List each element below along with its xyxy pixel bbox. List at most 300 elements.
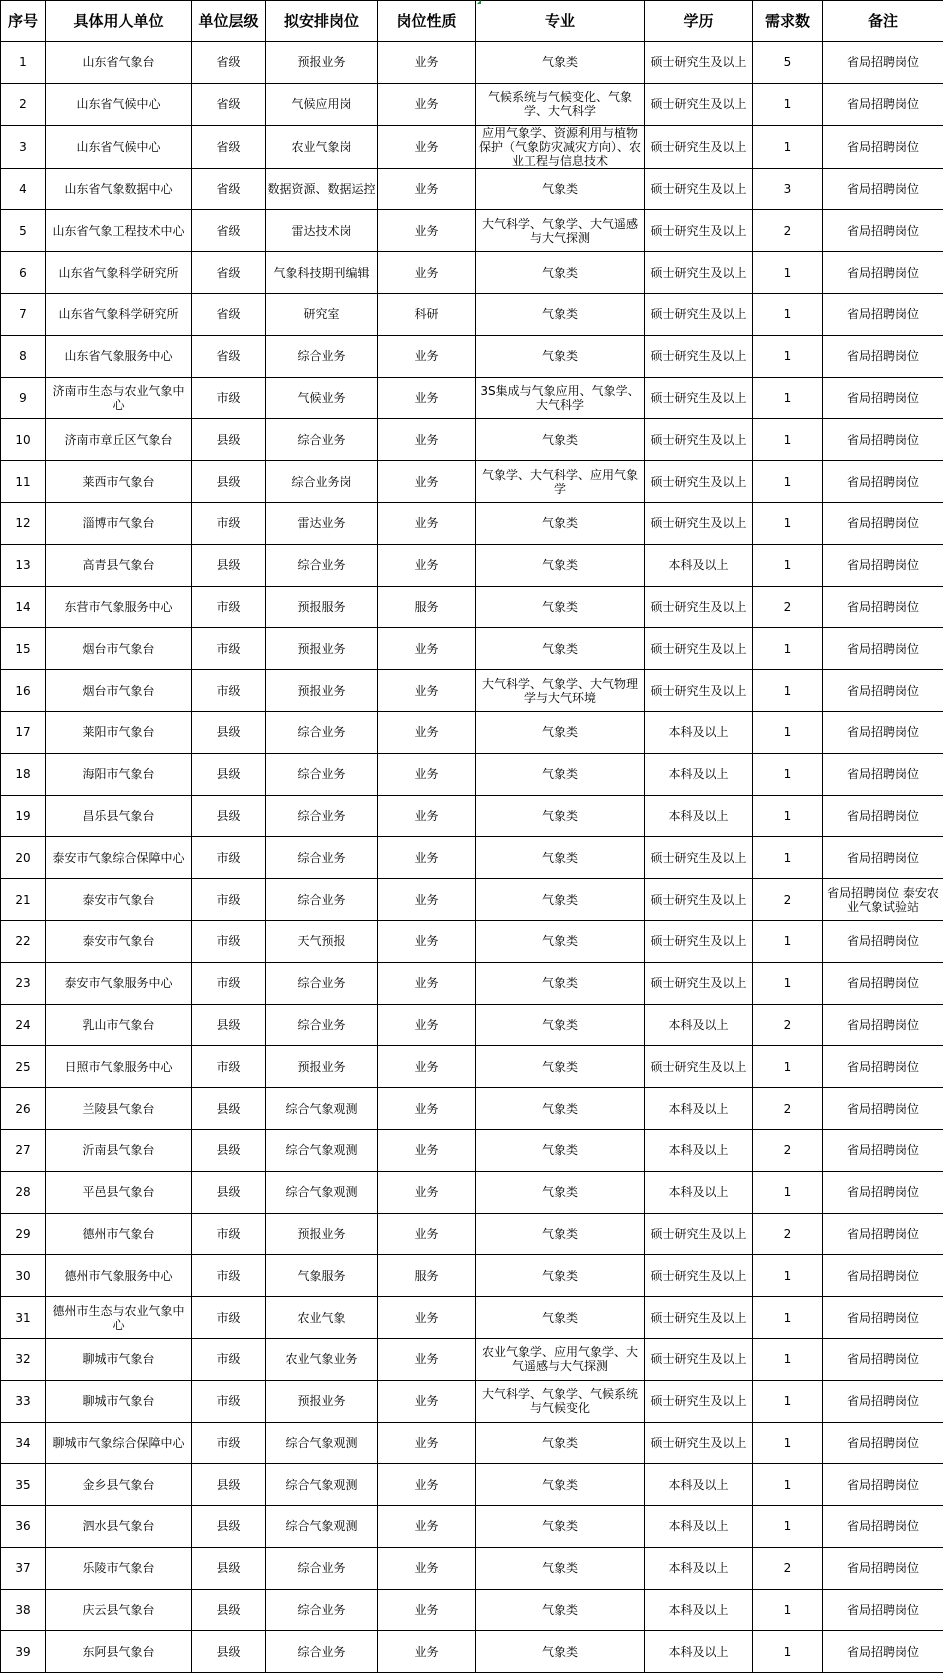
degree-cell bbox=[645, 293, 753, 335]
position-cell bbox=[266, 711, 378, 753]
count-text: 1 bbox=[783, 683, 792, 698]
level-text: 省级 bbox=[216, 97, 241, 112]
serial-cell bbox=[1, 1255, 46, 1297]
position-text: 综合业务岗 bbox=[291, 474, 352, 489]
serial-cell bbox=[1, 753, 46, 795]
major-text: 农业气象学、应用气象学、大气遥感与大气探测 bbox=[481, 1345, 638, 1374]
position-text: 综合气象观测 bbox=[285, 1185, 358, 1200]
unit-text: 昌乐县气象台 bbox=[82, 808, 155, 823]
level-cell bbox=[192, 419, 266, 461]
remark-text: 省局招聘岗位 bbox=[846, 516, 919, 531]
level-cell bbox=[192, 1129, 266, 1171]
serial-text: 30 bbox=[15, 1268, 31, 1283]
serial-cell bbox=[1, 1380, 46, 1422]
level-cell bbox=[192, 1004, 266, 1046]
serial-cell bbox=[1, 377, 46, 419]
level-cell bbox=[192, 1380, 266, 1422]
count-cell bbox=[753, 962, 823, 1004]
count-cell bbox=[753, 1004, 823, 1046]
remark-text: 省局招聘岗位 bbox=[846, 1477, 919, 1492]
serial-text: 15 bbox=[15, 641, 31, 656]
degree-cell bbox=[645, 1338, 753, 1380]
serial-cell bbox=[1, 711, 46, 753]
position-cell bbox=[266, 1171, 378, 1213]
major-cell bbox=[476, 42, 645, 84]
unit-text: 莱西市气象台 bbox=[82, 474, 155, 489]
major-cell bbox=[476, 125, 645, 168]
unit-text: 山东省气象工程技术中心 bbox=[52, 223, 185, 238]
serial-text: 19 bbox=[15, 808, 31, 823]
table-row bbox=[1, 586, 943, 628]
remark-text: 省局招聘岗位 bbox=[846, 1101, 919, 1116]
level-text: 县级 bbox=[216, 1603, 241, 1618]
serial-cell bbox=[1, 1631, 46, 1673]
level-cell bbox=[192, 1547, 266, 1589]
degree-text: 本科及以上 bbox=[668, 1519, 729, 1534]
unit-text: 山东省气象服务中心 bbox=[64, 349, 173, 364]
nature-cell bbox=[378, 461, 476, 503]
remark-text: 省局招聘岗位 bbox=[846, 55, 919, 70]
serial-text: 3 bbox=[19, 139, 27, 154]
unit-text: 山东省气象科学研究所 bbox=[58, 265, 179, 280]
serial-text: 29 bbox=[15, 1226, 31, 1241]
table-row bbox=[1, 1506, 943, 1548]
major-text: 气象学、大气科学、应用气象学 bbox=[481, 467, 638, 496]
level-cell bbox=[192, 628, 266, 670]
unit-text: 德州市生态与农业气象中心 bbox=[52, 1303, 185, 1332]
level-cell bbox=[192, 1255, 266, 1297]
remark-cell bbox=[823, 1171, 943, 1213]
count-text: 1 bbox=[783, 97, 792, 112]
nature-text: 业务 bbox=[414, 1226, 439, 1241]
level-text: 市级 bbox=[216, 641, 241, 656]
position-text: 预报业务 bbox=[297, 1226, 346, 1241]
nature-text: 业务 bbox=[414, 1017, 439, 1032]
level-text: 县级 bbox=[216, 1101, 241, 1116]
degree-cell bbox=[645, 377, 753, 419]
count-text: 1 bbox=[783, 808, 792, 823]
count-cell bbox=[753, 42, 823, 84]
major-text: 气象类 bbox=[541, 1143, 578, 1158]
count-cell bbox=[753, 83, 823, 125]
remark-cell bbox=[823, 1547, 943, 1589]
level-text: 省级 bbox=[216, 55, 241, 70]
serial-text: 18 bbox=[15, 767, 31, 782]
degree-cell bbox=[645, 586, 753, 628]
position-text: 农业气象 bbox=[297, 1310, 346, 1325]
count-text: 1 bbox=[783, 265, 792, 280]
nature-cell bbox=[378, 1129, 476, 1171]
position-cell bbox=[266, 1506, 378, 1548]
position-text: 综合业务 bbox=[297, 767, 346, 782]
unit-text: 山东省气候中心 bbox=[76, 139, 161, 154]
unit-cell bbox=[46, 1046, 192, 1088]
remark-cell bbox=[823, 168, 943, 210]
serial-cell bbox=[1, 879, 46, 921]
unit-text: 泰安市气象台 bbox=[82, 892, 155, 907]
count-text: 1 bbox=[783, 1435, 792, 1450]
level-text: 市级 bbox=[216, 390, 241, 405]
count-cell bbox=[753, 753, 823, 795]
remark-text: 省局招聘岗位 bbox=[846, 976, 919, 991]
header-cell: 岗位性质 bbox=[378, 1, 476, 42]
major-text: 气象类 bbox=[541, 725, 578, 740]
serial-text: 12 bbox=[15, 516, 31, 531]
unit-text: 泗水县气象台 bbox=[82, 1519, 155, 1534]
remark-text: 省局招聘岗位 bbox=[846, 599, 919, 614]
degree-text: 硕士研究生及以上 bbox=[650, 641, 747, 656]
major-cell bbox=[476, 1046, 645, 1088]
degree-text: 硕士研究生及以上 bbox=[650, 223, 747, 238]
count-text: 1 bbox=[783, 850, 792, 865]
level-text: 市级 bbox=[216, 1059, 241, 1074]
table-row bbox=[1, 628, 943, 670]
major-cell bbox=[476, 83, 645, 125]
unit-cell bbox=[46, 1088, 192, 1130]
table-row bbox=[1, 711, 943, 753]
table-row bbox=[1, 1297, 943, 1339]
position-cell bbox=[266, 168, 378, 210]
count-cell bbox=[753, 1046, 823, 1088]
serial-text: 23 bbox=[15, 976, 31, 991]
level-text: 县级 bbox=[216, 432, 241, 447]
major-cell bbox=[476, 1297, 645, 1339]
position-cell bbox=[266, 419, 378, 461]
major-text: 气象类 bbox=[541, 599, 578, 614]
table-row bbox=[1, 1255, 943, 1297]
serial-cell bbox=[1, 1547, 46, 1589]
remark-text: 省局招聘岗位 bbox=[846, 1352, 919, 1367]
major-text: 气象类 bbox=[541, 1603, 578, 1618]
count-text: 1 bbox=[783, 1603, 792, 1618]
level-text: 市级 bbox=[216, 1394, 241, 1409]
degree-text: 硕士研究生及以上 bbox=[650, 1435, 747, 1450]
table-row bbox=[1, 168, 943, 210]
serial-cell bbox=[1, 1129, 46, 1171]
major-text: 气象类 bbox=[541, 1185, 578, 1200]
serial-text: 4 bbox=[19, 181, 27, 196]
count-cell bbox=[753, 1464, 823, 1506]
nature-text: 业务 bbox=[414, 1143, 439, 1158]
position-text: 综合气象观测 bbox=[285, 1519, 358, 1534]
unit-cell bbox=[46, 210, 192, 252]
remark-text: 省局招聘岗位 bbox=[846, 181, 919, 196]
level-cell bbox=[192, 920, 266, 962]
major-cell bbox=[476, 1213, 645, 1255]
serial-text: 27 bbox=[15, 1143, 31, 1158]
count-cell bbox=[753, 461, 823, 503]
count-text: 2 bbox=[783, 1101, 792, 1116]
unit-cell bbox=[46, 1297, 192, 1339]
table-row bbox=[1, 502, 943, 544]
table-row bbox=[1, 1464, 943, 1506]
count-text: 1 bbox=[783, 349, 792, 364]
position-cell bbox=[266, 461, 378, 503]
nature-cell bbox=[378, 628, 476, 670]
serial-cell bbox=[1, 1422, 46, 1464]
position-text: 预报业务 bbox=[297, 1059, 346, 1074]
degree-cell bbox=[645, 168, 753, 210]
table-row bbox=[1, 1171, 943, 1213]
position-text: 综合业务 bbox=[297, 1644, 346, 1659]
table-row bbox=[1, 1422, 943, 1464]
remark-text: 省局招聘岗位 bbox=[846, 1059, 919, 1074]
unit-text: 山东省气象台 bbox=[82, 55, 155, 70]
degree-text: 硕士研究生及以上 bbox=[650, 683, 747, 698]
degree-cell bbox=[645, 335, 753, 377]
degree-text: 硕士研究生及以上 bbox=[650, 892, 747, 907]
nature-cell bbox=[378, 837, 476, 879]
major-cell bbox=[476, 1589, 645, 1631]
unit-text: 日照市气象服务中心 bbox=[64, 1059, 173, 1074]
level-text: 市级 bbox=[216, 516, 241, 531]
level-text: 县级 bbox=[216, 558, 241, 573]
level-text: 县级 bbox=[216, 1185, 241, 1200]
serial-text: 2 bbox=[19, 97, 27, 112]
major-cell bbox=[476, 502, 645, 544]
position-cell bbox=[266, 1046, 378, 1088]
table-row bbox=[1, 1380, 943, 1422]
position-text: 综合业务 bbox=[297, 1561, 346, 1576]
degree-cell bbox=[645, 962, 753, 1004]
major-text: 气象类 bbox=[541, 1017, 578, 1032]
nature-cell bbox=[378, 377, 476, 419]
table-row bbox=[1, 461, 943, 503]
degree-text: 本科及以上 bbox=[668, 1477, 729, 1492]
remark-cell bbox=[823, 419, 943, 461]
count-text: 2 bbox=[783, 1017, 792, 1032]
count-cell bbox=[753, 586, 823, 628]
nature-text: 业务 bbox=[414, 892, 439, 907]
position-cell bbox=[266, 125, 378, 168]
serial-text: 21 bbox=[15, 892, 31, 907]
count-text: 1 bbox=[783, 474, 792, 489]
level-cell bbox=[192, 753, 266, 795]
table-row bbox=[1, 1589, 943, 1631]
position-cell bbox=[266, 1380, 378, 1422]
major-cell bbox=[476, 670, 645, 712]
nature-cell bbox=[378, 125, 476, 168]
position-text: 预报业务 bbox=[297, 1394, 346, 1409]
position-cell bbox=[266, 42, 378, 84]
remark-text: 省局招聘岗位 bbox=[846, 808, 919, 823]
table-row bbox=[1, 1338, 943, 1380]
major-text: 气象类 bbox=[541, 1644, 578, 1659]
level-cell bbox=[192, 1631, 266, 1673]
remark-cell bbox=[823, 125, 943, 168]
remark-cell bbox=[823, 252, 943, 294]
nature-cell bbox=[378, 879, 476, 921]
major-text: 气象类 bbox=[541, 976, 578, 991]
unit-cell bbox=[46, 419, 192, 461]
major-cell bbox=[476, 335, 645, 377]
position-text: 农业气象业务 bbox=[285, 1352, 358, 1367]
table-row bbox=[1, 1046, 943, 1088]
remark-cell bbox=[823, 293, 943, 335]
nature-cell bbox=[378, 1088, 476, 1130]
table-row bbox=[1, 670, 943, 712]
nature-cell bbox=[378, 711, 476, 753]
remark-cell bbox=[823, 1297, 943, 1339]
table-row bbox=[1, 753, 943, 795]
degree-cell bbox=[645, 753, 753, 795]
degree-cell bbox=[645, 1631, 753, 1673]
count-text: 1 bbox=[783, 1310, 792, 1325]
position-cell bbox=[266, 879, 378, 921]
major-text: 气象类 bbox=[541, 850, 578, 865]
unit-cell bbox=[46, 293, 192, 335]
level-text: 市级 bbox=[216, 1352, 241, 1367]
level-cell bbox=[192, 168, 266, 210]
serial-text: 7 bbox=[19, 307, 27, 322]
position-text: 气象科技期刊编辑 bbox=[273, 265, 370, 280]
remark-cell bbox=[823, 1088, 943, 1130]
remark-text: 省局招聘岗位 bbox=[846, 265, 919, 280]
level-cell bbox=[192, 1589, 266, 1631]
level-cell bbox=[192, 210, 266, 252]
unit-text: 高青县气象台 bbox=[82, 558, 155, 573]
unit-cell bbox=[46, 586, 192, 628]
major-text: 气象类 bbox=[541, 808, 578, 823]
count-text: 1 bbox=[783, 558, 792, 573]
remark-text: 省局招聘岗位 bbox=[846, 307, 919, 322]
unit-cell bbox=[46, 920, 192, 962]
count-text: 1 bbox=[783, 767, 792, 782]
major-text: 气象类 bbox=[541, 307, 578, 322]
count-text: 1 bbox=[783, 432, 792, 447]
unit-text: 平邑县气象台 bbox=[82, 1185, 155, 1200]
unit-cell bbox=[46, 1129, 192, 1171]
nature-cell bbox=[378, 753, 476, 795]
major-cell bbox=[476, 210, 645, 252]
serial-text: 37 bbox=[15, 1561, 31, 1576]
major-text: 应用气象学、资源利用与植物保护（气象防灾减灾方向）、农业工程与信息技术 bbox=[478, 125, 641, 168]
degree-text: 本科及以上 bbox=[668, 558, 729, 573]
level-cell bbox=[192, 1213, 266, 1255]
level-text: 省级 bbox=[216, 307, 241, 322]
remark-text: 省局招聘岗位 bbox=[846, 1185, 919, 1200]
major-cell bbox=[476, 837, 645, 879]
serial-cell bbox=[1, 1338, 46, 1380]
level-text: 县级 bbox=[216, 1519, 241, 1534]
nature-text: 业务 bbox=[414, 139, 439, 154]
position-text: 综合气象观测 bbox=[285, 1101, 358, 1116]
nature-text: 业务 bbox=[414, 97, 439, 112]
unit-text: 东阿县气象台 bbox=[82, 1644, 155, 1659]
unit-text: 庆云县气象台 bbox=[82, 1603, 155, 1618]
major-cell bbox=[476, 1088, 645, 1130]
header-cell: 专业 bbox=[476, 1, 645, 42]
count-cell bbox=[753, 1506, 823, 1548]
count-cell bbox=[753, 168, 823, 210]
position-cell bbox=[266, 1297, 378, 1339]
major-cell bbox=[476, 544, 645, 586]
nature-text: 业务 bbox=[414, 683, 439, 698]
degree-cell bbox=[645, 1171, 753, 1213]
unit-cell bbox=[46, 1422, 192, 1464]
degree-text: 本科及以上 bbox=[668, 767, 729, 782]
major-cell bbox=[476, 1506, 645, 1548]
count-cell bbox=[753, 1171, 823, 1213]
count-cell bbox=[753, 1255, 823, 1297]
major-text: 气候系统与气候变化、气象学、大气科学 bbox=[487, 90, 632, 119]
level-text: 省级 bbox=[216, 349, 241, 364]
unit-cell bbox=[46, 461, 192, 503]
position-cell bbox=[266, 670, 378, 712]
level-text: 市级 bbox=[216, 1310, 241, 1325]
serial-cell bbox=[1, 293, 46, 335]
count-text: 2 bbox=[783, 223, 792, 238]
major-cell bbox=[476, 962, 645, 1004]
remark-cell bbox=[823, 1338, 943, 1380]
major-text: 气象类 bbox=[541, 934, 578, 949]
nature-text: 服务 bbox=[414, 599, 439, 614]
level-text: 县级 bbox=[216, 1561, 241, 1576]
level-text: 市级 bbox=[216, 1226, 241, 1241]
major-cell bbox=[476, 377, 645, 419]
major-cell bbox=[476, 1464, 645, 1506]
major-cell bbox=[476, 1255, 645, 1297]
nature-cell bbox=[378, 1506, 476, 1548]
header-cell: 具体用人单位 bbox=[46, 1, 192, 42]
nature-text: 业务 bbox=[414, 1185, 439, 1200]
degree-text: 硕士研究生及以上 bbox=[650, 1310, 747, 1325]
level-cell bbox=[192, 125, 266, 168]
unit-text: 兰陵县气象台 bbox=[82, 1101, 155, 1116]
nature-cell bbox=[378, 586, 476, 628]
degree-text: 硕士研究生及以上 bbox=[650, 1394, 747, 1409]
degree-text: 硕士研究生及以上 bbox=[650, 1059, 747, 1074]
unit-text: 烟台市气象台 bbox=[82, 683, 155, 698]
serial-cell bbox=[1, 335, 46, 377]
major-cell bbox=[476, 795, 645, 837]
degree-cell bbox=[645, 1547, 753, 1589]
table-row bbox=[1, 419, 943, 461]
count-cell bbox=[753, 335, 823, 377]
degree-text: 硕士研究生及以上 bbox=[650, 390, 747, 405]
level-text: 县级 bbox=[216, 1143, 241, 1158]
count-cell bbox=[753, 293, 823, 335]
level-text: 县级 bbox=[216, 474, 241, 489]
nature-cell bbox=[378, 1004, 476, 1046]
degree-cell bbox=[645, 1255, 753, 1297]
nature-text: 业务 bbox=[414, 767, 439, 782]
serial-cell bbox=[1, 125, 46, 168]
nature-text: 业务 bbox=[414, 1519, 439, 1534]
count-cell bbox=[753, 377, 823, 419]
position-text: 综合气象观测 bbox=[285, 1435, 358, 1450]
position-cell bbox=[266, 210, 378, 252]
level-cell bbox=[192, 42, 266, 84]
table-row bbox=[1, 1547, 943, 1589]
level-cell bbox=[192, 711, 266, 753]
nature-cell bbox=[378, 1046, 476, 1088]
remark-cell bbox=[823, 210, 943, 252]
remark-cell bbox=[823, 1004, 943, 1046]
unit-text: 泰安市气象台 bbox=[82, 934, 155, 949]
nature-text: 业务 bbox=[414, 976, 439, 991]
nature-text: 业务 bbox=[414, 474, 439, 489]
degree-text: 本科及以上 bbox=[668, 1143, 729, 1158]
position-text: 农业气象岗 bbox=[291, 139, 352, 154]
count-text: 1 bbox=[783, 1352, 792, 1367]
table-row bbox=[1, 795, 943, 837]
header-row bbox=[1, 1, 943, 42]
remark-cell bbox=[823, 711, 943, 753]
nature-text: 业务 bbox=[414, 1059, 439, 1074]
major-cell bbox=[476, 1422, 645, 1464]
count-cell bbox=[753, 1338, 823, 1380]
